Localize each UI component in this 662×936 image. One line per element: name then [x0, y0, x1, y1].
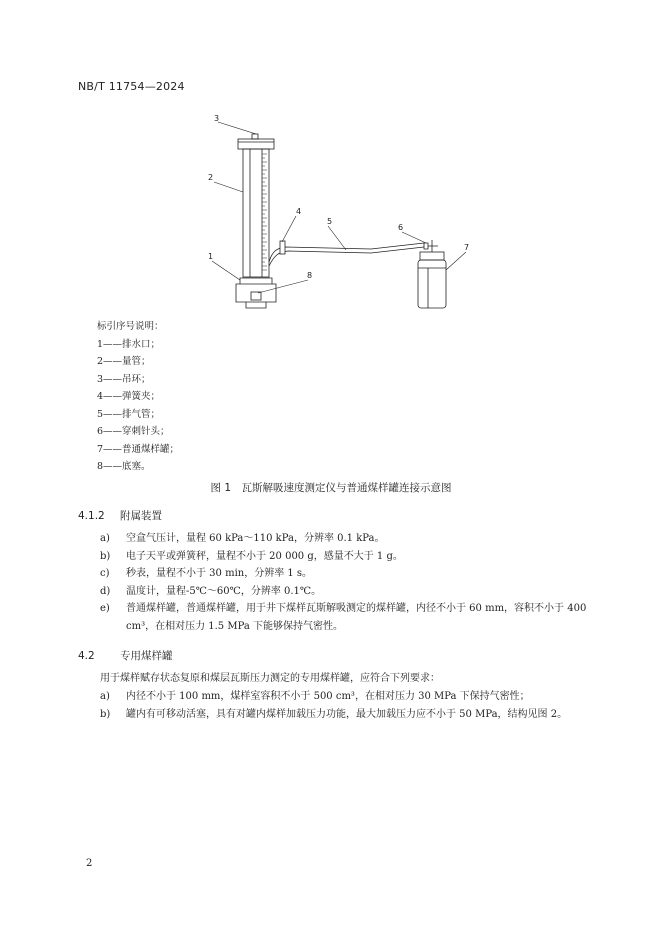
legend-item: 2——量管； — [97, 356, 151, 367]
item-marker: d) — [100, 585, 111, 597]
callout-4: 4 — [296, 207, 302, 216]
tube-top-cap — [238, 139, 274, 149]
item-text: 秒表，量程不小于 30 min，分辨率 1 s。 — [126, 568, 313, 579]
legend-item: 3——吊环； — [97, 373, 151, 385]
list-item — [100, 565, 600, 583]
bottom-plug — [251, 292, 261, 300]
section-title: 附属装置 — [120, 510, 162, 522]
callout-3: 3 — [214, 114, 220, 123]
callout-2: 2 — [208, 173, 214, 182]
callout-1: 1 — [208, 252, 214, 261]
legend-item: 1——排水口； — [97, 338, 161, 350]
list-item — [100, 583, 600, 601]
legend-item: 7——普通煤样罐； — [97, 443, 180, 455]
list-item — [100, 688, 600, 706]
section-heading-4-2 — [78, 648, 173, 663]
requirements-list — [100, 688, 600, 723]
item-text: 罐内有可移动活塞，具有对罐内煤样加载压力功能，最大加载压力应不小于 50 MPa，结构见图 2。 — [126, 708, 568, 720]
sample-canister — [418, 260, 446, 308]
item-marker: e) — [100, 603, 110, 614]
list-item — [100, 530, 600, 548]
legend-item: 4——弹簧夹； — [97, 391, 161, 402]
item-marker: a) — [100, 691, 110, 702]
hanging-ring — [252, 134, 258, 139]
page-number: 2 — [86, 858, 93, 869]
list-item — [100, 706, 600, 724]
standard-code: NB/T 11754—2024 — [78, 80, 185, 93]
section-number: 4.1.2 — [78, 510, 105, 522]
drain-outlet — [246, 302, 266, 308]
callout-5: 5 — [327, 217, 333, 226]
item-marker: b) — [100, 708, 111, 720]
item-marker: b) — [100, 550, 111, 562]
section-number: 4.2 — [78, 650, 95, 662]
legend-item: 8——底塞。 — [97, 461, 151, 472]
callout-8: 8 — [307, 271, 313, 280]
section-title: 专用煤样罐 — [120, 650, 173, 662]
section-intro: 用于煤样赋存状态复原和煤层瓦斯压力测定的专用煤样罐，应符合下列要求： — [100, 673, 440, 684]
callout-6: 6 — [398, 223, 404, 232]
item-text: 普通煤样罐，普通煤样罐，用于井下煤样瓦斯解吸测定的煤样罐，内径不小于 60 mm，容积不小于 400 cm³，在相对压力 1.5 MPa 下能够保持气密性。 — [126, 603, 587, 632]
list-item — [100, 600, 600, 635]
legend-title: 标引序号说明： — [97, 321, 164, 332]
legend-item: 5——排气管； — [97, 408, 161, 420]
puncture-needle — [424, 240, 438, 252]
figure-caption: 图 1 瓦斯解吸速度测定仪与普通煤样罐连接示意图 — [210, 482, 452, 494]
callout-7: 7 — [464, 243, 470, 252]
item-text: 空盒气压计，量程 60 kPa～110 kPa，分辨率 0.1 kPa。 — [126, 533, 385, 544]
item-marker: a) — [100, 533, 110, 544]
item-text: 温度计，量程-5℃～60℃，分辨率 0.1℃。 — [126, 585, 322, 597]
tube-scale — [262, 154, 267, 270]
item-marker: c) — [100, 568, 110, 579]
section-heading-4-1-2 — [78, 508, 162, 523]
item-text: 内径不小于 100 mm，煤样室容积不小于 500 cm³，在相对压力 30 MPa 下保持气密性； — [126, 691, 530, 702]
sample-canister-cap — [420, 252, 444, 260]
spring-clip — [280, 241, 285, 254]
list-item — [100, 548, 600, 566]
figure-legend — [97, 318, 179, 476]
accessory-list — [100, 530, 600, 635]
tube-base — [236, 284, 276, 302]
item-text: 电子天平或弹簧秤，量程不小于 20 000 g，感量不大于 1 g。 — [126, 550, 403, 562]
legend-item: 6——穿刺针头； — [97, 426, 170, 437]
apparatus-diagram — [196, 112, 476, 317]
